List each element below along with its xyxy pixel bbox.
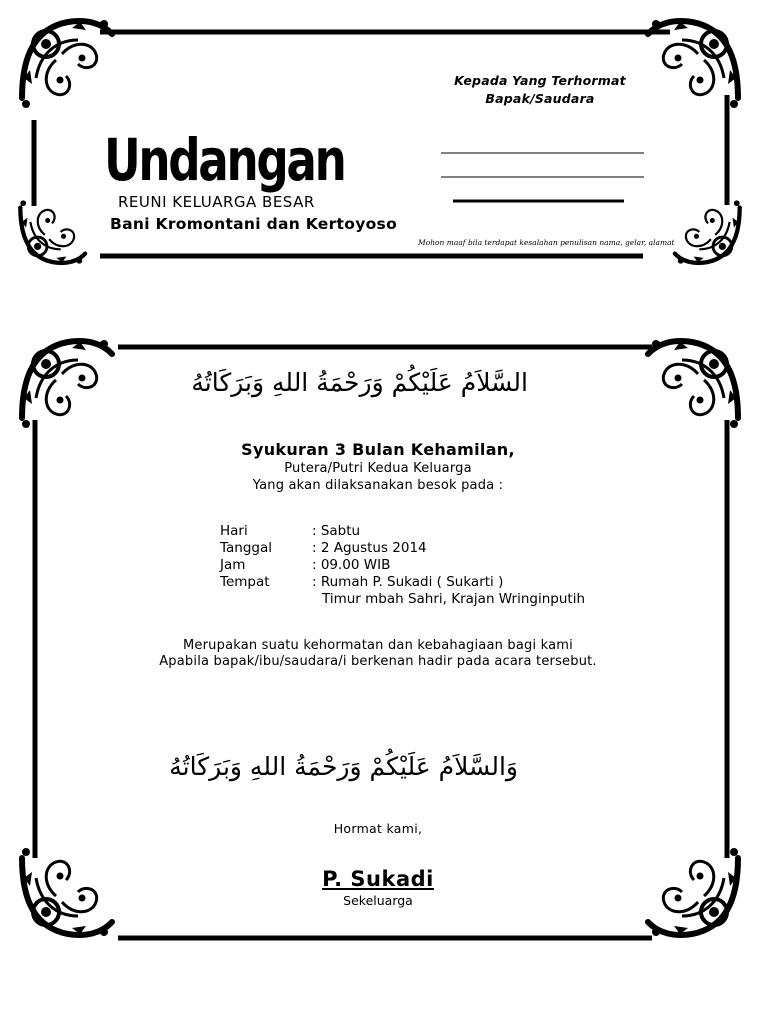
family-name: Bani Kromontani dan Kertoyoso — [110, 215, 398, 233]
opening-greeting: السَّلاَمُ عَلَيْكُمْ وَرَحْمَةُ اللهِ وَبَرَكَاتُهُ — [191, 368, 528, 397]
envelope-title: Undangan — [104, 126, 345, 194]
closing-line-2: Apabila bapak/ibu/saudara/i berkenan hadir pada acara tersebut. — [159, 654, 597, 669]
event-intro: Yang akan dilaksanakan besok pada : — [252, 478, 504, 493]
recipient-title: Bapak/Saudara — [485, 91, 595, 106]
closing-greeting: وَالسَّلاَمُ عَلَيْكُمْ وَرَحْمَةُ اللهِ وَبَرَكَاتُهُ — [169, 752, 518, 781]
detail-value: : Rumah P. Sukadi ( Sukarti ) — [312, 574, 504, 590]
detail-value: : Sabtu — [312, 523, 361, 539]
detail-label: Hari — [220, 523, 248, 539]
detail-value: : 2 Agustus 2014 — [312, 540, 427, 556]
recipient-heading: Kepada Yang Terhormat — [454, 73, 626, 88]
address-continued: Timur mbah Sahri, Krajan Wringinputih — [322, 591, 585, 607]
detail-value: : 09.00 WIB — [312, 557, 391, 573]
closing-line-1: Merupakan suatu kehormatan dan kebahagiaan bagi kami — [183, 638, 573, 653]
detail-row-day — [220, 523, 360, 539]
detail-row-place — [220, 574, 503, 590]
recipient-block — [430, 72, 650, 108]
host-name: P. Sukadi — [322, 867, 434, 891]
event-subtitle: Putera/Putri Kedua Keluarga — [284, 461, 472, 476]
apology-note: Mohon maaf bila terdapat kesalahan penulisan nama, gelar, alamat — [418, 238, 675, 247]
event-name: REUNI KELUARGA BESAR — [118, 193, 315, 211]
detail-label: Tanggal — [220, 540, 273, 556]
sign-off: Hormat kami, — [333, 821, 423, 836]
event-title: Syukuran 3 Bulan Kehamilan, — [241, 440, 515, 459]
detail-label: Tempat — [220, 574, 270, 590]
detail-row-date — [220, 540, 427, 556]
detail-row-time — [220, 557, 390, 573]
detail-label: Jam — [220, 557, 246, 573]
host-suffix: Sekeluarga — [343, 893, 413, 908]
